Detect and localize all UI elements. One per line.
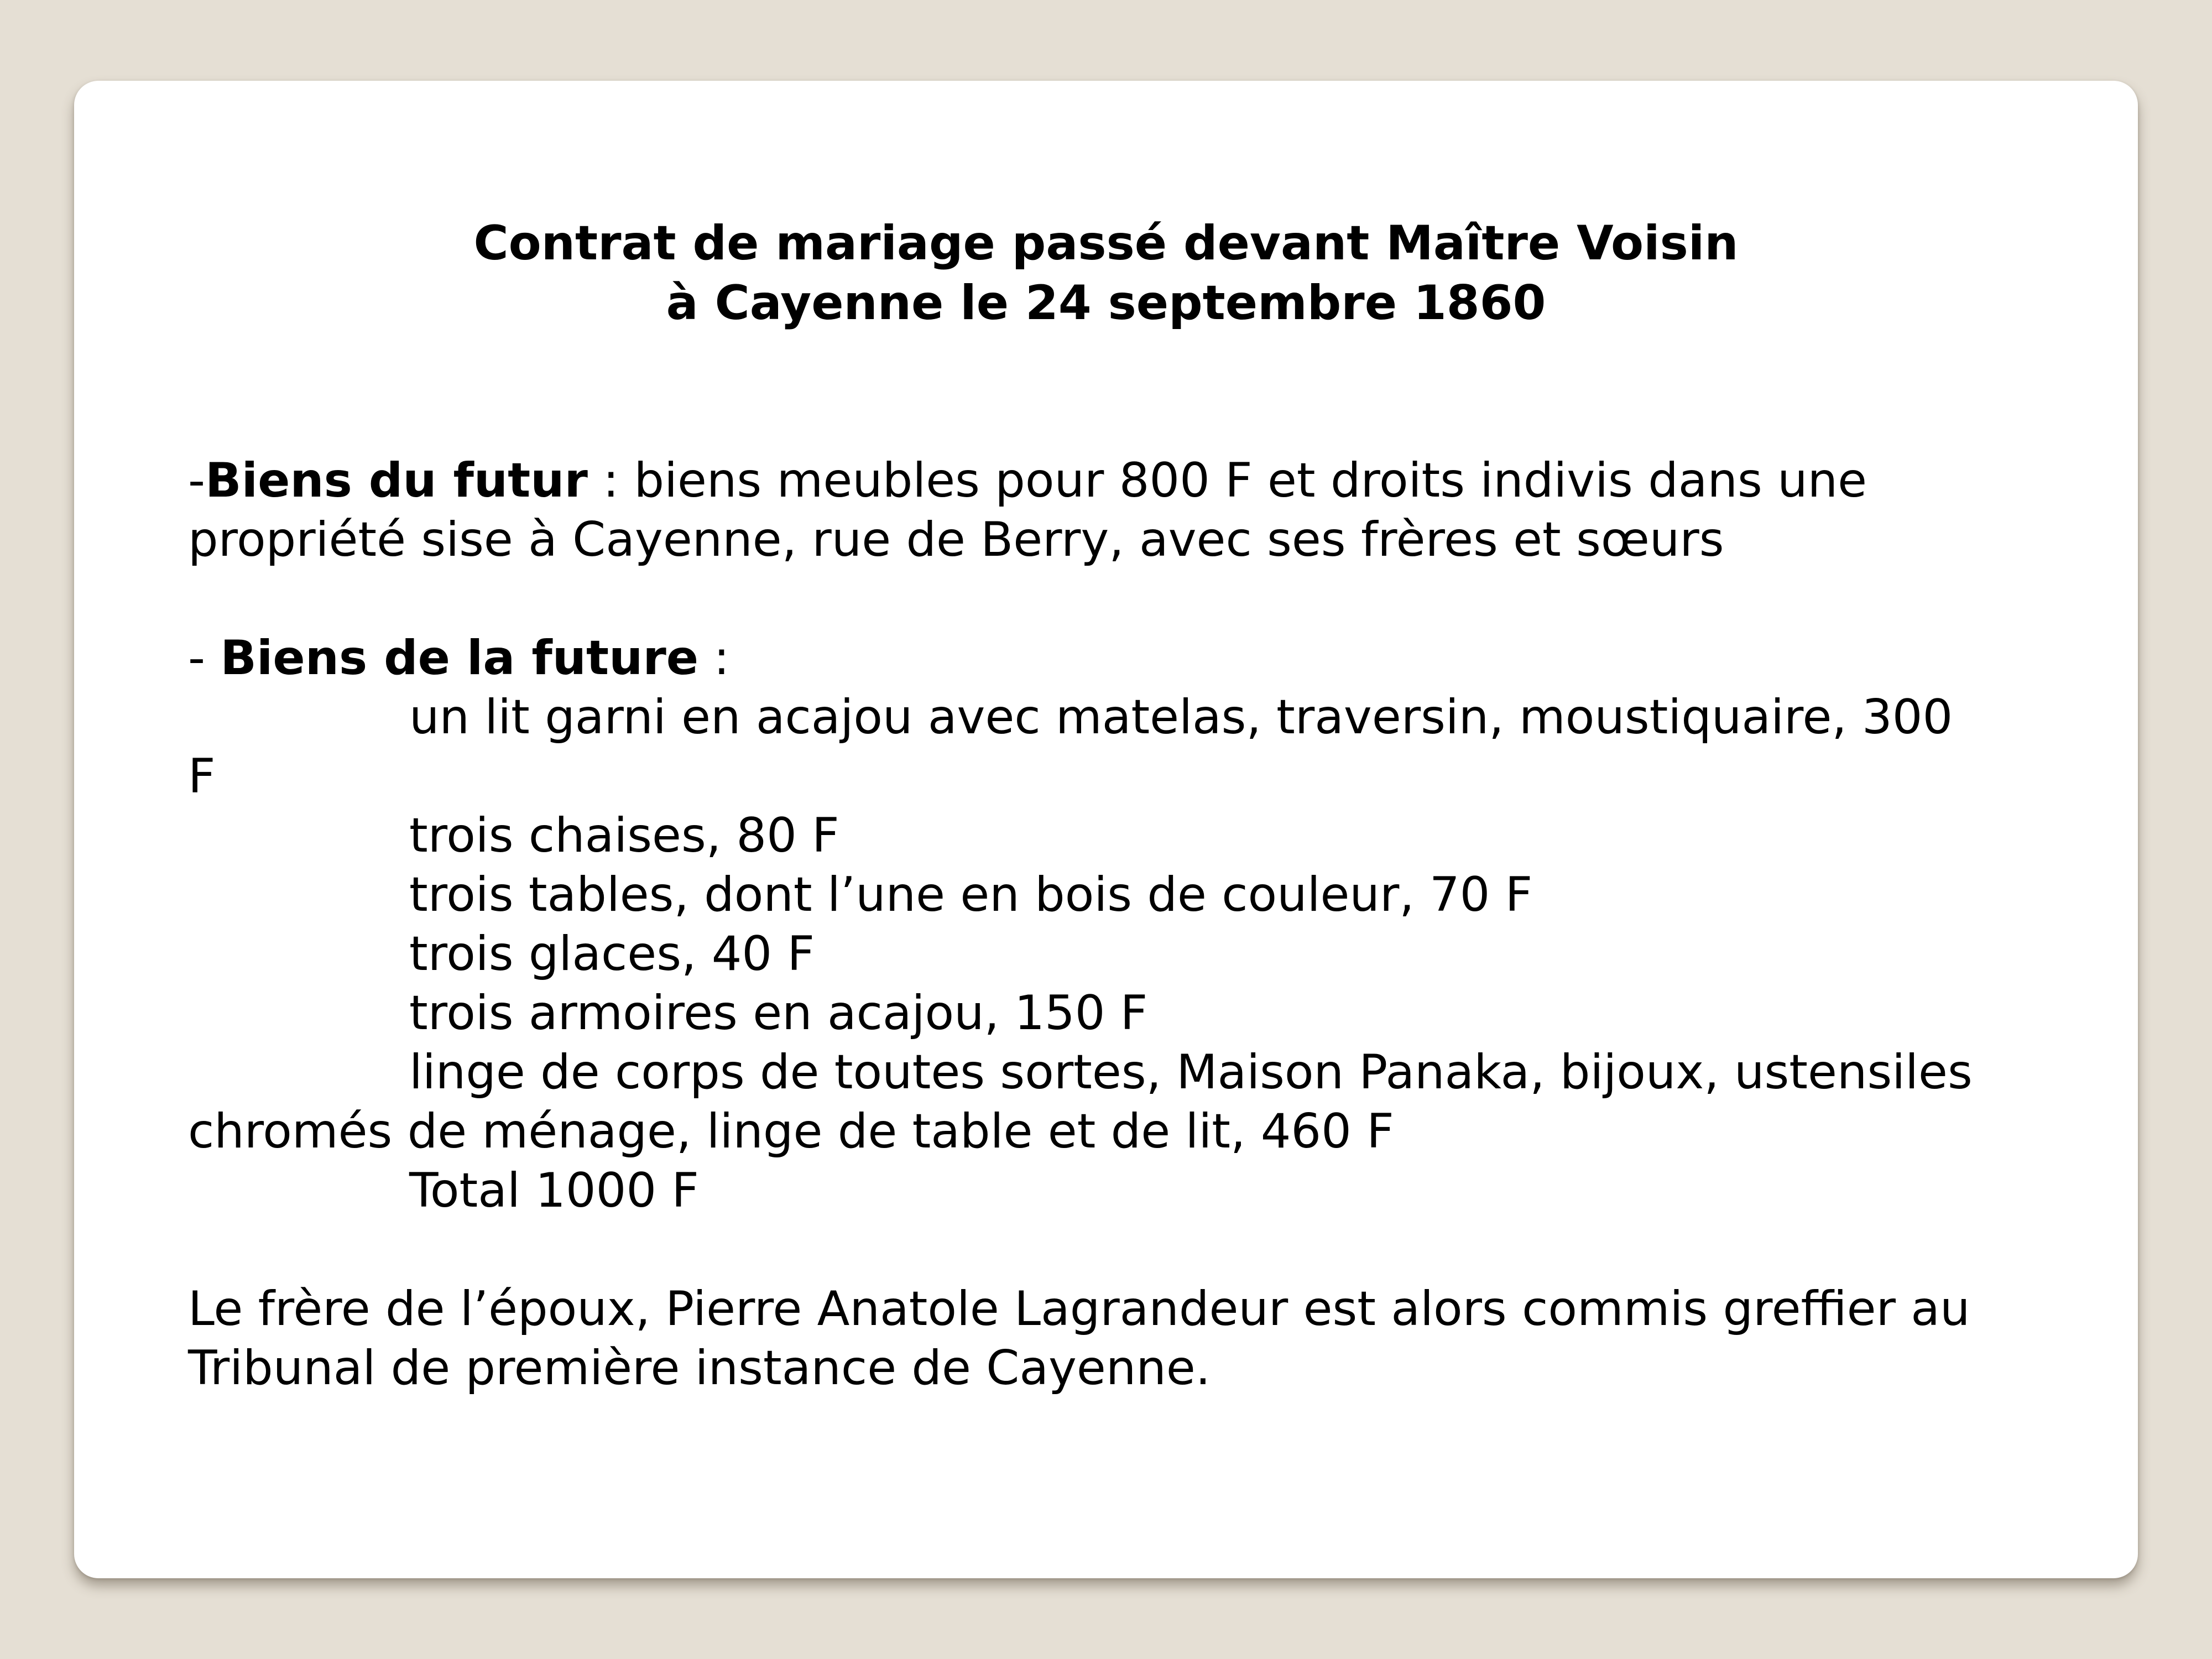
slide-card — [74, 81, 2138, 1578]
future-total: Total 1000 F — [409, 1163, 699, 1218]
futur-line-1 — [188, 451, 2046, 510]
futur-line-2: propriété sise à Cayenne, rue de Berry, avec ses frères et sœurs — [188, 512, 1724, 567]
future-heading — [188, 629, 2046, 688]
spacer — [188, 570, 2046, 629]
future-item-lit-wrap: F — [188, 749, 216, 804]
spacer — [188, 1220, 2046, 1280]
future-dash: - — [188, 630, 221, 686]
closing-line-2: Tribunal de première instance de Cayenne. — [188, 1340, 1211, 1396]
futur-dash: - — [188, 453, 206, 508]
future-item-lit: un lit garni en acajou avec matelas, traversin, moustiquaire, 300 — [409, 690, 1953, 745]
futur-label: Biens du futur — [205, 453, 588, 508]
future-item-armoires: trois armoires en acajou, 150 F — [409, 985, 1148, 1041]
future-colon: : — [698, 630, 730, 686]
future-label: Biens de la future — [220, 630, 699, 686]
document-body — [188, 451, 2046, 1398]
document-title — [74, 213, 2138, 333]
title-line-1: Contrat de mariage passé devant Maître Voisin — [473, 216, 1739, 271]
future-item-linge-wrap: chromés de ménage, linge de table et de lit, 460 F — [188, 1104, 1394, 1159]
future-item-chaises: trois chaises, 80 F — [409, 808, 839, 863]
future-item-linge: linge de corps de toutes sortes, Maison Panaka, bijoux, ustensiles — [409, 1045, 1973, 1100]
futur-text-1: : biens meubles pour 800 F et droits indivis dans une — [587, 453, 1867, 508]
closing-line-1: Le frère de l’époux, Pierre Anatole Lagrandeur est alors commis greffier au — [188, 1281, 1970, 1337]
future-item-glaces: trois glaces, 40 F — [409, 926, 815, 982]
future-item-tables: trois tables, dont l’une en bois de couleur, 70 F — [409, 867, 1533, 922]
title-line-2: à Cayenne le 24 septembre 1860 — [666, 275, 1546, 331]
